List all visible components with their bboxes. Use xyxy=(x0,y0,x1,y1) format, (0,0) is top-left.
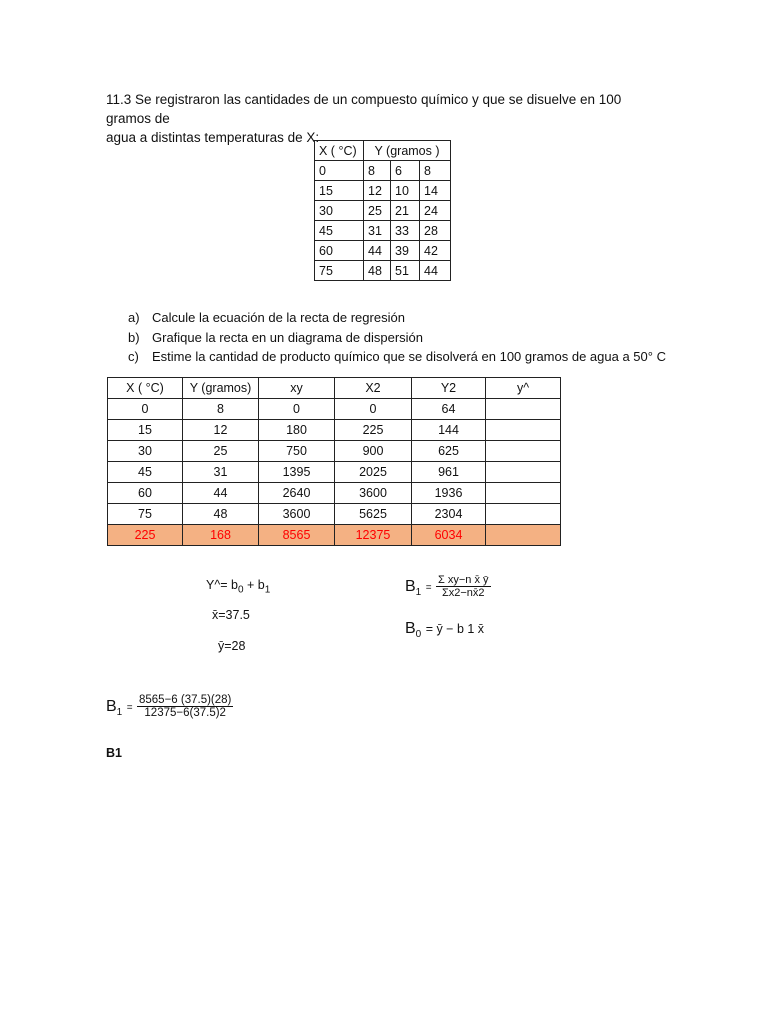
cell: 8 xyxy=(364,161,391,181)
header-cell: Y2 xyxy=(412,378,486,399)
table-header-row xyxy=(108,378,561,399)
b1-calc-label: $B_1$ xyxy=(106,697,123,718)
yhat-left: Y^= b xyxy=(206,578,238,592)
table-row xyxy=(108,399,561,420)
table-row xyxy=(108,462,561,483)
cell: 900 xyxy=(335,441,412,462)
header-cell: X ( °C) xyxy=(108,378,183,399)
cell: 15 xyxy=(108,420,183,441)
cell: 28 xyxy=(420,221,451,241)
b1-formula xyxy=(405,574,491,599)
cell: 1395 xyxy=(259,462,335,483)
cell: 44 xyxy=(183,483,259,504)
header-cell: xy xyxy=(259,378,335,399)
cell: 30 xyxy=(108,441,183,462)
cell: 25 xyxy=(183,441,259,462)
table-row xyxy=(315,201,451,221)
question-label: b) xyxy=(128,329,140,345)
totals-row xyxy=(108,525,561,546)
cell: 0 xyxy=(335,399,412,420)
cell: 30 xyxy=(315,201,364,221)
problem-line-1: 11.3 Se registraron las cantidades de un compuesto químico y que se disuelve en 100 gramos de xyxy=(106,92,622,126)
b1-calc-numerator: 8565−6 (37.5)(28) xyxy=(138,694,232,706)
b0-formula xyxy=(405,620,484,640)
table-header-row xyxy=(315,141,451,161)
cell: 15 xyxy=(315,181,364,201)
b1-calc-equals: = xyxy=(126,702,133,714)
cell: 2640 xyxy=(259,483,335,504)
table-row xyxy=(315,181,451,201)
cell: 75 xyxy=(108,504,183,525)
cell: 60 xyxy=(315,241,364,261)
cell xyxy=(486,399,561,420)
table-row xyxy=(315,161,451,181)
cell: 750 xyxy=(259,441,335,462)
regression-equation xyxy=(206,578,270,596)
table-row xyxy=(108,483,561,504)
b0-expression: = ȳ − b 1 x̄ xyxy=(425,622,485,636)
b1-denominator: Σx2−nx̄2 xyxy=(441,587,485,599)
b0-label: $B_0$ xyxy=(405,620,422,641)
question-label: c) xyxy=(128,349,139,364)
list-item xyxy=(128,347,666,367)
cell: 64 xyxy=(412,399,486,420)
cell: 0 xyxy=(108,399,183,420)
total-cell: 12375 xyxy=(335,525,412,546)
cell xyxy=(486,441,561,462)
cell: 51 xyxy=(391,261,420,281)
cell: 1936 xyxy=(412,483,486,504)
total-cell: 6034 xyxy=(412,525,486,546)
cell xyxy=(486,483,561,504)
b1-label: $B_1$ xyxy=(405,577,422,598)
list-item xyxy=(128,328,666,348)
question-text: Calcule la ecuación de la recta de regresión xyxy=(152,310,405,325)
b1-calc-fraction xyxy=(137,694,233,719)
cell: 8 xyxy=(183,399,259,420)
question-text: Estime la cantidad de producto químico que se disolverá en 100 gramos de agua a 50° C xyxy=(152,349,666,364)
question-label: a) xyxy=(128,310,140,325)
cell: 21 xyxy=(391,201,420,221)
b1-result-label: B1 xyxy=(106,746,122,760)
cell: 31 xyxy=(183,462,259,483)
cell xyxy=(486,462,561,483)
cell: 75 xyxy=(315,261,364,281)
total-cell: 225 xyxy=(108,525,183,546)
cell: 5625 xyxy=(335,504,412,525)
cell: 42 xyxy=(420,241,451,261)
cell: 33 xyxy=(391,221,420,241)
x-mean: x̄=37.5 xyxy=(212,608,250,622)
cell: 6 xyxy=(391,161,420,181)
cell: 44 xyxy=(364,241,391,261)
b1-fraction xyxy=(436,574,491,599)
problem-line-2: agua a distintas temperaturas de X: xyxy=(106,130,320,145)
cell: 39 xyxy=(391,241,420,261)
cell: 961 xyxy=(412,462,486,483)
b1-numerator: Σ xy−n x̄ ȳ xyxy=(437,574,489,586)
header-y: Y (gramos ) xyxy=(364,141,451,161)
data-table xyxy=(314,140,451,281)
table-row xyxy=(315,241,451,261)
question-text: Grafique la recta en un diagrama de dispersión xyxy=(152,329,423,345)
cell: 0 xyxy=(315,161,364,181)
cell xyxy=(486,420,561,441)
cell: 14 xyxy=(420,181,451,201)
cell: 144 xyxy=(412,420,486,441)
cell: 45 xyxy=(315,221,364,241)
b1-calculation xyxy=(106,694,233,719)
table-row xyxy=(108,504,561,525)
cell: 44 xyxy=(420,261,451,281)
header-cell: Y (gramos) xyxy=(183,378,259,399)
header-cell: X2 xyxy=(335,378,412,399)
header-cell: y^ xyxy=(486,378,561,399)
cell: 180 xyxy=(259,420,335,441)
table-row xyxy=(315,261,451,281)
cell: 24 xyxy=(420,201,451,221)
table-row xyxy=(315,221,451,241)
cell: 60 xyxy=(108,483,183,504)
yhat-mid: + b xyxy=(246,578,265,592)
cell xyxy=(486,504,561,525)
calc-table xyxy=(107,377,561,546)
cell: 8 xyxy=(420,161,451,181)
cell: 2304 xyxy=(412,504,486,525)
cell: 45 xyxy=(108,462,183,483)
list-item xyxy=(128,308,666,328)
table-row xyxy=(108,441,561,462)
b1-calc-denominator: 12375−6(37.5)2 xyxy=(144,707,226,719)
table-row xyxy=(108,420,561,441)
problem-statement xyxy=(106,90,666,147)
total-cell xyxy=(486,525,561,546)
cell: 48 xyxy=(364,261,391,281)
cell: 48 xyxy=(183,504,259,525)
total-cell: 168 xyxy=(183,525,259,546)
yhat-sub1: 1 xyxy=(264,584,271,596)
b1-equals: = xyxy=(425,582,432,594)
cell: 25 xyxy=(364,201,391,221)
questions-list xyxy=(128,308,666,367)
header-x: X ( °C) xyxy=(315,141,364,161)
yhat-sub0: 0 xyxy=(237,584,244,596)
cell: 625 xyxy=(412,441,486,462)
cell: 31 xyxy=(364,221,391,241)
cell: 12 xyxy=(183,420,259,441)
cell: 3600 xyxy=(259,504,335,525)
cell: 3600 xyxy=(335,483,412,504)
cell: 10 xyxy=(391,181,420,201)
total-cell: 8565 xyxy=(259,525,335,546)
cell: 225 xyxy=(335,420,412,441)
y-mean: ȳ=28 xyxy=(218,639,246,653)
cell: 12 xyxy=(364,181,391,201)
cell: 2025 xyxy=(335,462,412,483)
cell: 0 xyxy=(259,399,335,420)
